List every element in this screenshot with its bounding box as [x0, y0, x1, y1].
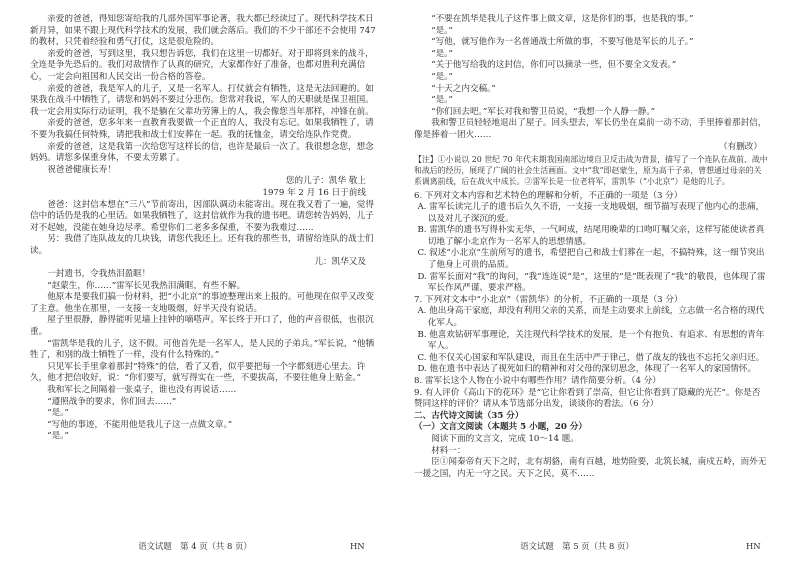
- dialogue-line: “不要在凯华是我儿子这件事上做文章，这是你们的事，也是我的事。”: [431, 14, 694, 24]
- dialogue-line: “是。”: [431, 48, 453, 59]
- page-footer-code: HN: [746, 541, 761, 551]
- exam-page-5: [414, 14, 768, 532]
- question-6-option-a: A. 雷军长读完儿子的遗书后久久不语，一支接一支地吸烟，细节描写表现了他内心的悲痛，以及对儿子深沉的爱。: [417, 202, 765, 224]
- narrative-paragraph: 一封遗书，令我热泪盈眶！: [47, 269, 151, 280]
- letter-postscript: 另：我借了连队战友的几块钱，请您代我还上。还有我的那些书，请留给连队的战士们读。: [30, 234, 374, 256]
- letter-postscript: 爸爸：这封信本想在“三八”节前寄出，因部队调动未能寄出。现在我又看了一遍，觉得信中的话仍是我的心里话。如果我牺牲了，这封信就作为我的遗书吧。请您转告妈妈，儿子对不起她，没能在她身边尽孝。希望你们二老多多保重，不要为我难过……: [30, 199, 374, 233]
- dialogue-line: “是。”: [431, 25, 453, 36]
- dialogue-line: “写他的事迹，不能用他是我儿子这一点做文章。”: [47, 419, 233, 430]
- dialogue-line: “你们回去吧。”军长对我和警卫员说，“我想一个人静一静。”: [431, 106, 656, 117]
- question-7-option-d: D. 他在遗书中表达了视死如归的精神和对父母的深切思念，体现了一名军人的家国情怀。: [417, 364, 757, 375]
- narrative-paragraph: 我和军长之间隔着一张桌子，谁也没有再说话……: [47, 385, 237, 395]
- subsection-heading: （一）文言文阅读（本题共 5 小题，20 分）: [414, 422, 588, 433]
- question-7-option-b: B. 他喜欢钻研军事理论，关注现代科学技术的发展，是一个有抱负、有追求、有思想的青年军人。: [417, 329, 765, 352]
- section-heading: 二、古代诗文阅读（35 分）: [414, 410, 524, 421]
- dialogue-line: “是。”: [431, 71, 453, 82]
- question-6-option-c: C. 叙述“小北京”生前所写的遗书，希望把自己和战士们葬在一起，不搞特殊，这一细节突出了他身上可贵的品质。: [417, 248, 765, 271]
- source-note: （有删改）: [719, 141, 762, 152]
- narrative-paragraph: 屋子里很静，静得能听见墙上挂钟的嘀嗒声。军长终于开口了，他的声音很低，也很沉重。: [30, 315, 374, 338]
- classical-text-paragraph: 臣①闻秦帝有天下之时，北有胡貉，南有百越，地势险要，北筑长城，南戍五岭，而外无一援之国，内无一守之民。天下之民，莫不……: [414, 457, 767, 479]
- letter-paragraph: 亲爱的爸爸，写到这里，我只想告诉您，我们在这里一切都好。对于即将到来的战斗，全连是争先恐后的。我们对敌情作了认真的研究，大家都作好了准备，也都对胜利充满信心，一定会向祖国和人民交出一份合格的答卷。: [30, 48, 374, 82]
- dialogue-line: “是。”: [47, 408, 69, 419]
- page-footer-code: HN: [350, 541, 365, 551]
- page-footer-label: 语文试题 第 5 页（共 8 页）: [520, 541, 634, 551]
- question-7: 7. 下列对文本中“小北京”（雷凯华）的分析，不正确的一项是（3 分）: [414, 294, 683, 305]
- reading-instruction: 阅读下面的文言文，完成 10～14 题。: [431, 433, 579, 444]
- annotation-note: 【注】①小说以 20 世纪 70 年代末期我国南部边境自卫反击战为背景，描写了一个连队在战前、战中和战后的经历，展现了广阔的社会生活画面。文中“我”即赵蒙生，原为高干子弟，曾想通过母亲的关系调离前线，后在战火中成长。②雷军长是一位老将军，雷凯华（“小北京”）是他的儿子。: [414, 155, 768, 186]
- letter-paragraph: 亲爱的爸爸，这是我第一次给您写这样长的信，也许是最后一次了。我很想念您，想念妈妈。请您多保重身体，不要太劳累了。: [30, 141, 374, 164]
- narrative-paragraph: “雷凯华是我的儿子，这不假。可他首先是一名军人，是人民的子弟兵。”军长说，“他牺牲了，和别的战士牺牲了一样，没有什么特殊的。”: [30, 338, 375, 361]
- postscript-signature: 儿：凯华又及: [314, 257, 366, 268]
- dialogue-line: “遵照战争的要求，你们回去……”: [47, 396, 177, 407]
- dialogue-line: “十天之内交稿。”: [431, 83, 496, 94]
- letter-paragraph: 亲爱的爸爸，得知您寄给我的几部外国军事论著，我大都已经读过了。现代科学技术日新月异，如果不跟上现代科学技术的发展，我们就会落后。我们的不少干部还不会使用 747 的教材，只凭着经验和勇气打仗，这是很危险的。: [30, 14, 376, 48]
- dialogue-line: “是。”: [431, 95, 453, 106]
- material-label: 材料一：: [431, 445, 466, 456]
- question-8: 8. 雷军长这个人物在小说中有哪些作用？请作简要分析。（4 分）: [414, 376, 661, 387]
- narrative-paragraph: 只见军长手里拿着那封“特殊”的信，看了又看，似乎要把每一个字都刻进心里去。许久，他才把信收好，说：“你们要写，就写得实在一些，不要拔高，不要往他身上贴金。”: [30, 361, 366, 384]
- letter-paragraph: 亲爱的爸爸，您多年来一直教育我要做一个正直的人，我没有忘记。如果我牺牲了，请不要为我搞任何特殊，请把我和战士们安葬在一起。我的抚恤金，请交给连队作党费。: [30, 118, 374, 140]
- page-footer-label: 语文试题 第 4 页（共 8 页）: [138, 541, 252, 551]
- question-7-option-c: C. 他不仅关心国家和军队建设，而且在生活中严于律己，借了战友的钱也不忘托父亲归还。: [417, 352, 765, 363]
- question-9: 9. 有人评价《高山下的花环》是“它让你看到了崇高，但它让你看到了隐藏的光芒”。你是否赞同这样的评价？请从本节选部分出发，谈谈你的看法。（6 分）: [414, 387, 761, 410]
- dialogue-line: “是。”: [47, 431, 69, 442]
- question-6: 6. 下列对文本内容和艺术特色的理解和分析，不正确的一项是（3 分）: [414, 190, 683, 201]
- exam-page-4: [30, 14, 380, 532]
- dialogue-line: “关于他写给我的这封信，你们可以摘录一些，但不要全文发表。”: [431, 60, 677, 71]
- letter-paragraph: 亲爱的爸爸，我是军人的儿子，又是一名军人。打仗就会有牺牲，这是无法回避的。如果我在战斗中牺牲了，请您和妈妈不要过分悲伤。您常对我说，军人的天职就是保卫祖国。我一定会用实际行动证明，我不是躺在父辈功劳簿上的人，我会像您当年那样，冲锋在前。: [30, 83, 374, 117]
- letter-signature: 您的儿子：凯华 敬上: [285, 176, 366, 187]
- dialogue-line: “写他，就写他作为一名普通战士所做的事，不要写他是军长的儿子。”: [431, 37, 694, 48]
- narrative-paragraph: “赵蒙生，你……”雷军长见我热泪满眶，有些不解。: [47, 280, 246, 291]
- narrative-paragraph: 我和警卫员轻轻地退出了屋子。回头望去，军长仍坐在桌前一动不动，手里捧着那封信，像是捧着一团火……: [414, 118, 767, 140]
- letter-date: 1979 年 2 月 16 日于前线: [262, 187, 366, 198]
- question-7-option-a: A. 他出身高干家庭，却没有利用父亲的关系，而是主动要求上前线，立志做一名合格的现代化军人。: [417, 306, 765, 329]
- question-6-option-d: D. 雷军长面对“我”的询问，“我”连连说“是”，这里的“是”既表现了“我”的敬畏，也体现了雷军长作风严谨、要求严格。: [417, 271, 766, 294]
- narrative-paragraph: 他原本是要我们搞一份材料，把“小北京”的事迹整理出来上报的。可他现在似乎又改变了主意。他坐在那里，一支接一支地吸烟，好半天没有说话。: [30, 292, 374, 314]
- question-6-option-b: B. 雷凯华的遗书写得朴实无华，一气呵成，结尾用晚辈的口吻叮嘱父亲，这样写能使读者真切地了解小北京作为一名军人的思想情感。: [417, 225, 765, 247]
- letter-closing: 祝爸爸健康长寿！: [47, 164, 116, 175]
